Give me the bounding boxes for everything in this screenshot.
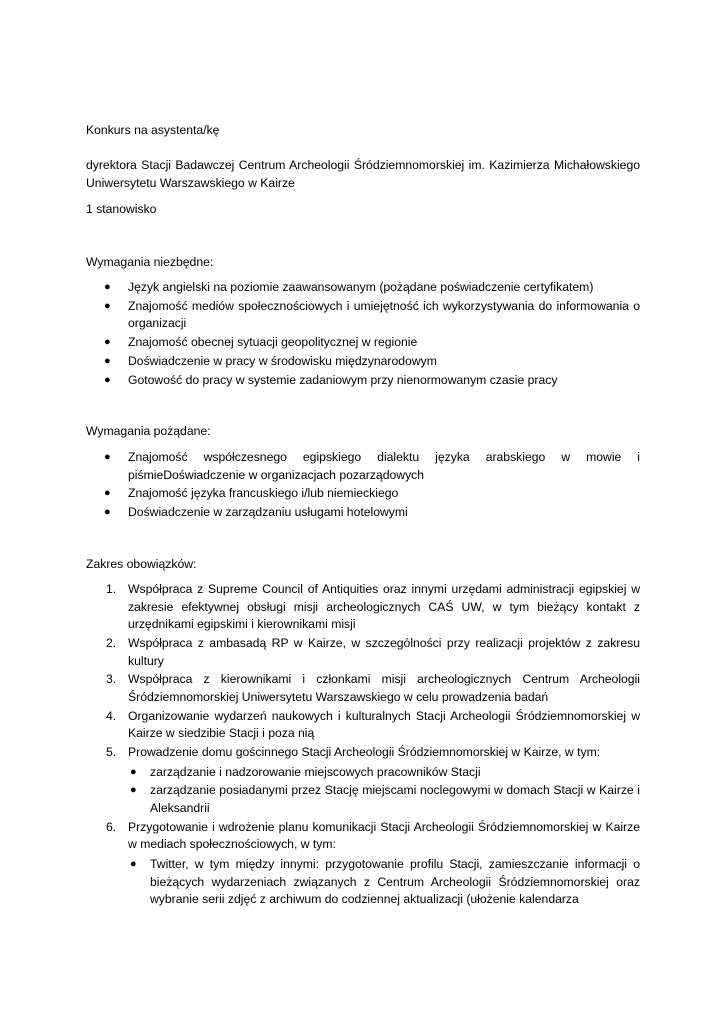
duty-item: 6. Przygotowanie i wdrożenie planu komunikacji Stacji Archeologii Śródziemnomorskiej w Kairze w mediach społecznościowych, w tym: ● Twitter, w tym między innymi: przygotowanie profilu Stacji, zamieszczanie informacji o bieżących wydarzeniach związanych z Centrum Archeologii Śródziemnomorskiej oraz wybranie serii zdjęć z archiwum do codziennej aktualizacji (ułożenie kalendarza — [86, 819, 640, 909]
duty-item: 2. Współpraca z ambasadą RP w Kairze, w szczególności przy realizacji projektów z zakresu kultury — [106, 635, 640, 668]
positions-count: 1 stanowisko — [86, 202, 157, 216]
desired-list — [86, 449, 640, 523]
list-item: ● Język angielski na poziomie zaawansowanym (pożądane poświadczenie certyfikatem) — [86, 279, 640, 297]
duty-sublist — [128, 764, 640, 818]
duty-item: 1. Współpraca z Supreme Council of Antiquities oraz innymi urzędami administracji egipskiej w zakresie efektywnej obsługi misji archeologicznych CAŚ UW, w tym bieżący kontakt z urzędnikami egipskimi i kierownikami misji — [106, 582, 640, 632]
duty-sublist — [128, 856, 640, 909]
duty-item: 3. Współpraca z kierownikami i członkami misji archeologicznych Centrum Archeologii Śródziemnomorskiej Uniwersytetu Warszawskiego w celu prowadzenia badań — [106, 672, 640, 704]
list-item: ● Doświadczenie w pracy w środowisku międzynarodowym — [86, 353, 640, 371]
bullet-icon: ● — [104, 299, 111, 312]
bullet-icon: ● — [104, 373, 111, 386]
list-item: ● Gotowość do pracy w systemie zadaniowym przy nienormowanym czasie pracy — [86, 372, 640, 390]
bullet-icon: ● — [104, 281, 111, 293]
desired-heading: Wymagania pożądane: — [86, 424, 211, 438]
list-item: ● Znajomość obecnej sytuacji geopolitycznej w regionie — [86, 334, 640, 352]
position-description: dyrektora Stacji Badawczej Centrum Archeologii Śródziemnomorskiej im. Kazimierza Michałowskiego Uniwersytetu Warszawskiego w Kairze — [86, 158, 640, 190]
duty-item: 5. Prowadzenie domu gościnnego Stacji Archeologii Śródziemnomorskiej w Kairze, w tym: ● zarządzanie i nadzorowanie miejscowych pracowników Stacji ● zarządzanie posiadanymi przez Stację miejscami noclegowymi w domach Stacji w Kairze i Aleksandrii — [86, 744, 640, 818]
bullet-icon: ● — [104, 487, 111, 500]
list-item: ● Znajomość współczesnego egipskiego dialektu języka arabskiego w mowie i piśmieDoświadczenie w organizacjach pozarządowych — [104, 450, 640, 482]
bullet-icon: ● — [104, 506, 111, 519]
bullet-icon: ● — [104, 354, 111, 367]
bullet-icon: ● — [104, 451, 111, 463]
list-item: ● Znajomość mediów społecznościowych i umiejętność ich wykorzystywania do informowania o organizacji — [104, 298, 640, 331]
sub-list-item: ● Twitter, w tym między innymi: przygotowanie profilu Stacji, zamieszczanie informacji o bieżących wydarzeniach związanych z Centrum Archeologii Śródziemnomorskiej oraz wybranie serii zdjęć z archiwum do codziennej aktualizacji (ułożenie kalendarza — [130, 857, 640, 907]
bullet-icon: ● — [130, 765, 137, 778]
sub-list-item: ● zarządzanie posiadanymi przez Stację miejscami noclegowymi w domach Stacji w Kairze i Aleksandrii — [130, 783, 640, 816]
required-list — [86, 279, 640, 391]
bullet-icon: ● — [130, 784, 137, 797]
document-title: Konkurs na asystenta/kę — [86, 123, 220, 137]
list-item: ● Doświadczenie w zarządzaniu usługami hotelowymi — [86, 504, 640, 522]
duties-list — [86, 581, 640, 910]
required-heading: Wymagania niezbędne: — [86, 255, 214, 269]
bullet-icon: ● — [104, 336, 111, 349]
duties-heading: Zakres obowiązków: — [86, 557, 197, 571]
list-item: ● Znajomość języka francuskiego i/lub niemieckiego — [86, 485, 640, 503]
bullet-icon: ● — [130, 858, 137, 871]
sub-list-item: ● zarządzanie i nadzorowanie miejscowych pracowników Stacji — [128, 764, 640, 782]
duty-item: 4. Organizowanie wydarzeń naukowych i kulturalnych Stacji Archeologii Śródziemnomorskiej w Kairze w siedzibie Stacji i poza nią — [106, 708, 640, 741]
